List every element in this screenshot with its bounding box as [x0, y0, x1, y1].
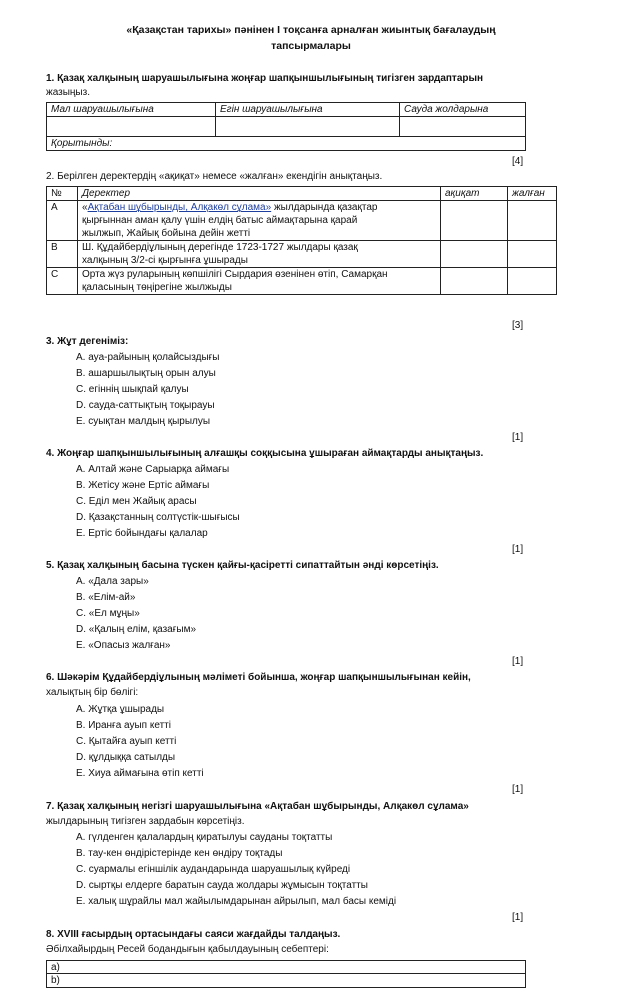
q1-conclusion[interactable]: Қорытынды:: [47, 137, 526, 151]
q6-option-d[interactable]: D. құлдыққа сатылды: [76, 752, 176, 763]
q1-col-trade: Сауда жолдарына: [400, 103, 526, 117]
q2-row-b-true-cell[interactable]: [441, 241, 508, 268]
question-1-table: [46, 102, 526, 151]
q5-option-d[interactable]: D. «Қалың елім, қазағым»: [76, 624, 197, 635]
q1-col-livestock: Мал шаруашылығына: [47, 103, 216, 117]
q7-option-d[interactable]: D. сыртқы елдерге баратын сауда жолдары жұмысын тоқтатты: [76, 880, 368, 891]
q3-option-e[interactable]: E. суықтан малдың қырылуы: [76, 416, 211, 427]
q5-option-b[interactable]: B. «Елім-ай»: [76, 592, 136, 603]
q2-row-a-link[interactable]: Ақтабан шұбырынды, Алқакөл сұлама»: [87, 202, 272, 213]
q4-option-c[interactable]: C. Еділ мен Жайық арасы: [76, 496, 197, 507]
q6-option-e[interactable]: E. Хиуа аймағына өтіп кетті: [76, 768, 204, 779]
question-6-text-cont: халықтың бір бөлігі:: [46, 687, 139, 698]
q6-option-b[interactable]: B. Иранға ауып кетті: [76, 720, 171, 731]
q7-option-a[interactable]: A. гүлденген қалалардың қиратылуы сауданы тоқтатты: [76, 832, 333, 843]
question-7-text-cont: жылдарының тигізген зардабын көрсетіңіз.: [46, 816, 245, 827]
q2-header-false: жалған: [508, 187, 557, 201]
q1-answer-livestock[interactable]: [47, 117, 216, 137]
q1-answer-trade[interactable]: [400, 117, 526, 137]
q2-header-number: №: [47, 187, 78, 201]
q4-option-e[interactable]: E. Ертіс бойындағы қалалар: [76, 528, 208, 539]
q5-option-e[interactable]: E. «Опасыз жалған»: [76, 640, 171, 651]
q2-header-true: ақиқат: [441, 187, 508, 201]
question-8-subtext: Әбілхайырдың Ресей бодандығын қабылдауының себептері:: [46, 944, 329, 955]
q2-header-data: Деректер: [78, 187, 441, 201]
question-3-text: 3. Жұт дегеніміз:: [46, 336, 129, 347]
q4-option-a[interactable]: A. Алтай және Сарыарқа аймағы: [76, 464, 230, 475]
q2-row-c-text: Орта жүз руларының көпшілігі Сырдария өзенінен өтіп, Самарқан қаласының төңірегіне жылжыды: [78, 268, 441, 295]
q4-option-b[interactable]: B. Жетісу және Ертіс аймағы: [76, 480, 210, 491]
question-2-mark: [3]: [512, 320, 524, 331]
q6-option-c[interactable]: C. Қытайға ауып кетті: [76, 736, 177, 747]
q2-row-a-id: A: [47, 201, 78, 241]
q6-option-a[interactable]: A. Жұтқа ұшырады: [76, 704, 165, 715]
question-7-text: 7. Қазақ халқының негізгі шаруашылығына «Ақтабан шұбырынды, Алқакөл сұлама»: [46, 801, 469, 812]
question-5-mark: [1]: [512, 656, 524, 667]
q2-row-a-false-cell[interactable]: [508, 201, 557, 241]
q7-option-e[interactable]: E. халық шұрайлы мал жайылымдарынан айрылып, мал басы кеміді: [76, 896, 397, 907]
q4-option-d[interactable]: D. Қазақстанның солтүстік-шығысы: [76, 512, 240, 523]
q2-row-b-false-cell[interactable]: [508, 241, 557, 268]
q5-option-c[interactable]: C. «Ел мұңы»: [76, 608, 140, 619]
question-2-table: [46, 186, 557, 295]
question-4-mark: [1]: [512, 544, 524, 555]
question-6-text: 6. Шәкәрім Құдайбердіұлының мәліметі бойынша, жоңғар шапқыншылығынан кейін,: [46, 672, 471, 683]
q2-row-c-true-cell[interactable]: [441, 268, 508, 295]
question-6-mark: [1]: [512, 784, 524, 795]
question-2-text: 2. Берілген деректердің «ақиқат» немесе «жалған» екендігін анықтаңыз.: [46, 171, 383, 182]
q8-answer-a[interactable]: a): [46, 960, 526, 974]
question-8-text: 8. XVIII ғасырдың ортасындағы саяси жағдайды талдаңыз.: [46, 929, 341, 940]
q1-col-farming: Егін шаруашылығына: [216, 103, 400, 117]
q2-row-c-false-cell[interactable]: [508, 268, 557, 295]
document-title-cont: тапсырмалары: [271, 40, 351, 52]
question-3-mark: [1]: [512, 432, 524, 443]
q2-row-b-text: Ш. Құдайбердіұлының дерегінде 1723-1727 жылдары қазақ халқының 3/2-сі қырғынға ұшырады: [78, 241, 441, 268]
question-7-mark: [1]: [512, 912, 524, 923]
q2-row-a-true-cell[interactable]: [441, 201, 508, 241]
q2-row-c-id: C: [47, 268, 78, 295]
q3-option-d[interactable]: D. сауда-саттықтың тоқырауы: [76, 400, 215, 411]
question-1-text: 1. Қазақ халқының шаруашылығына жоңғар шапқыншылығының тигізген зардаптарын: [46, 73, 484, 84]
question-1-mark: [4]: [512, 156, 524, 167]
q3-option-a[interactable]: A. ауа-райының қолайсыздығы: [76, 352, 220, 363]
question-1-text-cont: жазыңыз.: [46, 87, 90, 98]
q8-answer-b[interactable]: b): [46, 974, 526, 988]
q2-row-b-id: B: [47, 241, 78, 268]
q5-option-a[interactable]: A. «Дала зары»: [76, 576, 149, 587]
q2-row-a-text: «Ақтабан шұбырынды, Алқакөл сұлама» жылдарында қазақтар қырғыннан аман қалу үшін елдің батыс аймақтарына қарай жылжып, Жайық бойына дейін жетті: [78, 201, 441, 241]
q7-option-c[interactable]: C. суармалы егіншілік аудандарында шаруашылық күйреді: [76, 864, 351, 875]
q7-option-b[interactable]: B. тау-кен өндірістерінде кен өндіру тоқтады: [76, 848, 283, 859]
question-5-text: 5. Қазақ халқының басына түскен қайғы-қасіретті сипаттайтын әнді көрсетіңіз.: [46, 560, 439, 571]
q1-answer-farming[interactable]: [216, 117, 400, 137]
q3-option-c[interactable]: C. егіннің шықпай қалуы: [76, 384, 189, 395]
question-4-text: 4. Жоңғар шапқыншылығының алғашқы соққысына ұшыраған аймақтарды анықтаңыз.: [46, 448, 484, 459]
q3-option-b[interactable]: B. ашаршылықтың орын алуы: [76, 368, 216, 379]
document-title: «Қазақстан тарихы» пәнінен І тоқсанға арналған жиынтық бағалаудың: [126, 24, 496, 36]
